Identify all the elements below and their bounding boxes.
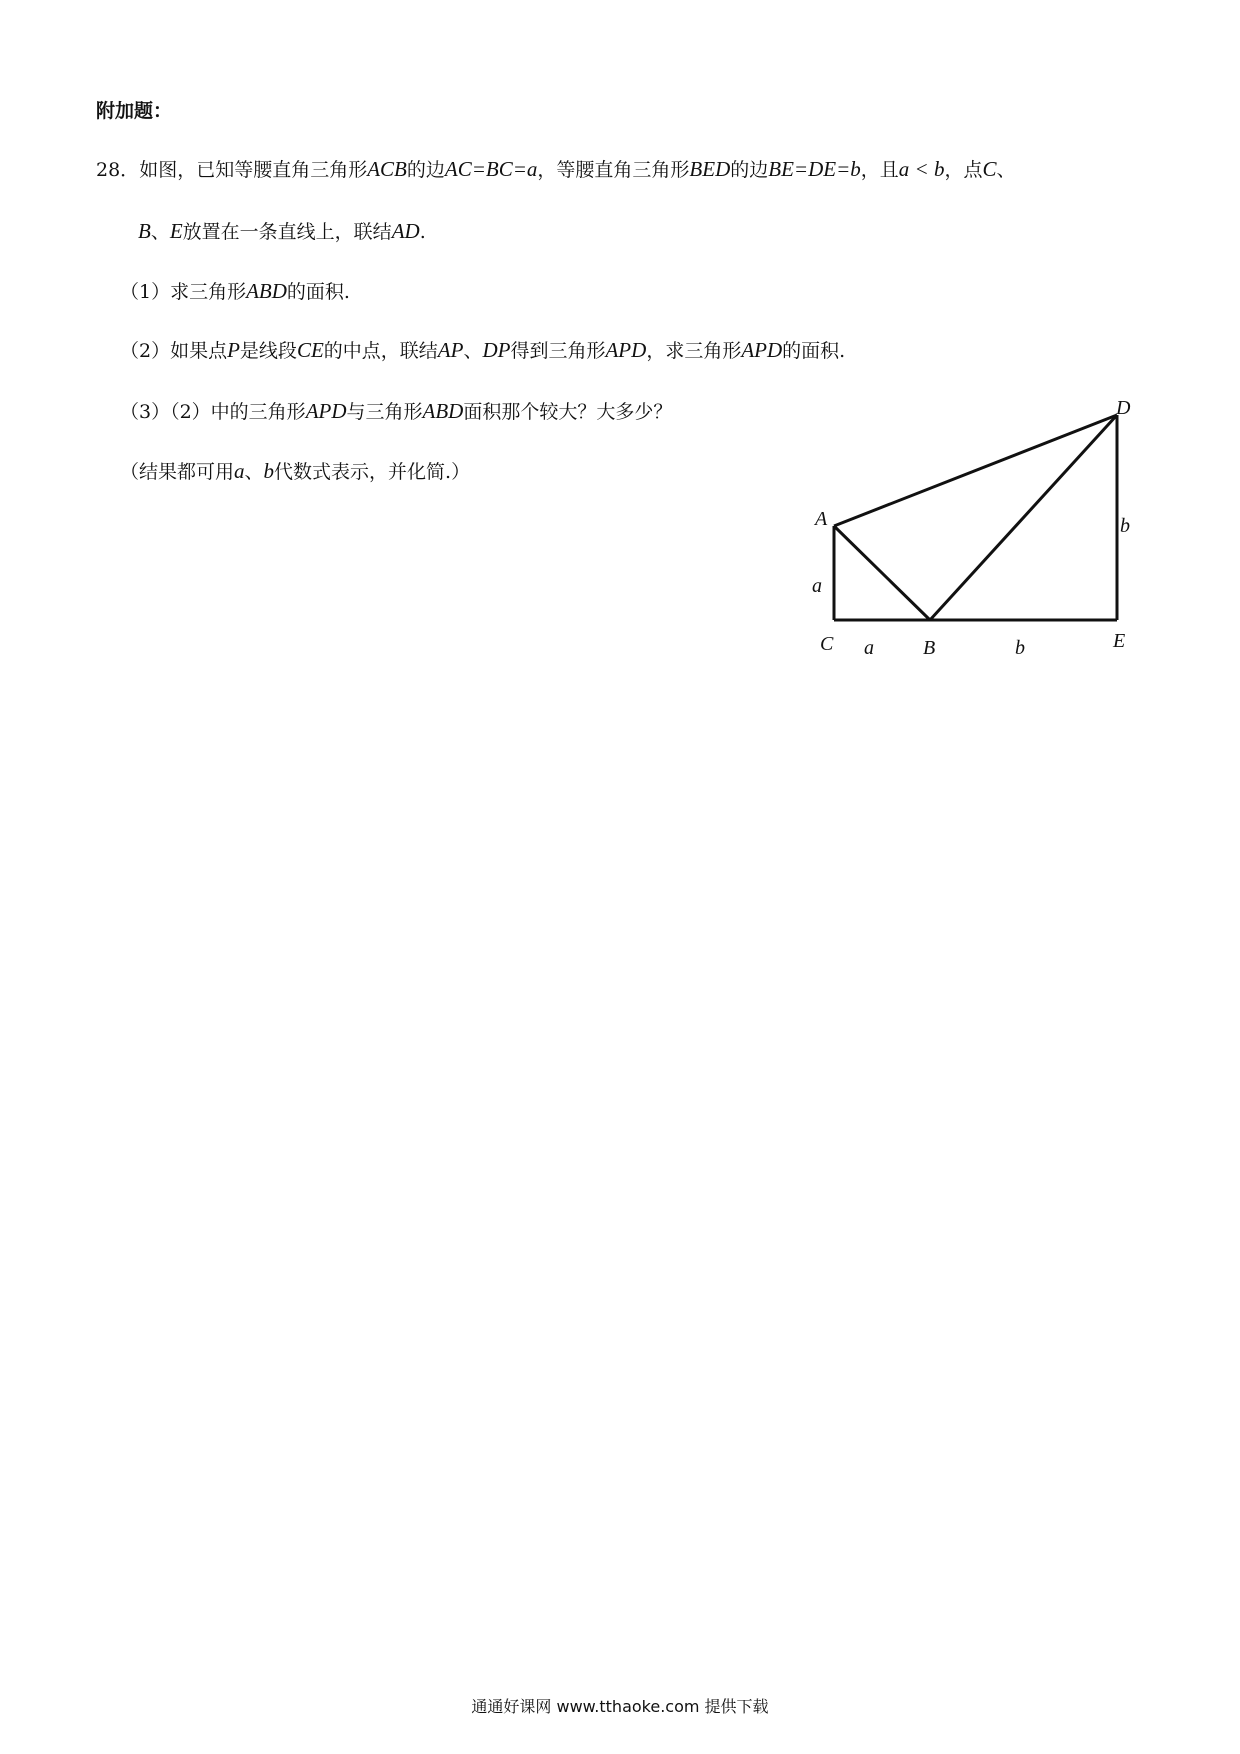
problem-text: 、 (150, 221, 170, 243)
problem-text: . (419, 221, 426, 243)
math-var: B (138, 219, 151, 243)
math-var: APD (605, 338, 647, 362)
math-var: ABD (246, 279, 287, 303)
section-heading: 附加题： (96, 100, 173, 122)
segment-bd (930, 415, 1117, 620)
problem-text: 、 (996, 159, 1016, 181)
question-text: （3）（2）中的三角形 (120, 401, 306, 423)
note-text: 、 (244, 461, 264, 483)
question-text: 与三角形 (346, 401, 423, 423)
math-var: APD (305, 399, 347, 423)
note-text: 代数式表示，并化简.） (274, 461, 471, 483)
math-var: ACB (367, 157, 407, 181)
problem-number: 28． (96, 159, 140, 181)
math-var: b (263, 459, 275, 483)
problem-text: ，且 (860, 159, 899, 181)
problem-text: 如图，已知等腰直角三角形 (139, 159, 368, 181)
problem-text: 放置在一条直线上，联结 (182, 221, 392, 243)
math-var: P (227, 338, 240, 362)
note-text: （结果都可用 (120, 461, 235, 483)
geometry-figure (0, 0, 1240, 700)
question-text: 、 (463, 340, 483, 362)
point-label-c: C (820, 633, 834, 655)
math-var: C (982, 157, 997, 181)
point-label-d: D (1116, 397, 1131, 419)
question-text: 得到三角形 (510, 340, 606, 362)
math-var: a (526, 157, 538, 181)
math-expr: AC=BC= (444, 157, 527, 181)
math-expr: BE=DE=b (768, 157, 861, 181)
math-var: E (169, 219, 183, 243)
problem-text: 的边 (406, 159, 445, 181)
math-var: a (234, 459, 245, 483)
question-text: （1）求三角形 (120, 281, 247, 303)
math-expr: a < b (898, 157, 945, 181)
problem-text: ，点 (944, 159, 983, 181)
question-text: 的面积. (782, 340, 846, 362)
side-label-ac: a (812, 575, 822, 597)
point-label-b: B (923, 637, 936, 659)
math-var: CE (296, 338, 324, 362)
page-footer: 通通好课网 www.tthaoke.com 提供下载 (471, 1697, 769, 1716)
problem-text: 的边 (730, 159, 769, 181)
side-label-de: b (1120, 515, 1130, 537)
side-label-be: b (1015, 637, 1025, 659)
math-var: APD (741, 338, 783, 362)
point-label-a: A (815, 508, 828, 530)
question-text: （2）如果点 (120, 340, 228, 362)
question-text: 的中点，联结 (323, 340, 438, 362)
point-label-e: E (1113, 630, 1126, 652)
math-var: BED (689, 157, 731, 181)
math-var: DP (482, 338, 511, 362)
question-text: 的面积. (286, 281, 350, 303)
segment-ab (834, 526, 930, 620)
side-label-cb: a (864, 637, 874, 659)
question-text: 是线段 (239, 340, 297, 362)
problem-text: ，等腰直角三角形 (537, 159, 690, 181)
math-var: AD (391, 219, 420, 243)
math-var: AP (437, 338, 464, 362)
question-text: ，求三角形 (646, 340, 742, 362)
question-text: 面积那个较大？大多少？ (463, 401, 673, 423)
segment-ad (834, 415, 1117, 526)
math-var: ABD (422, 399, 464, 423)
